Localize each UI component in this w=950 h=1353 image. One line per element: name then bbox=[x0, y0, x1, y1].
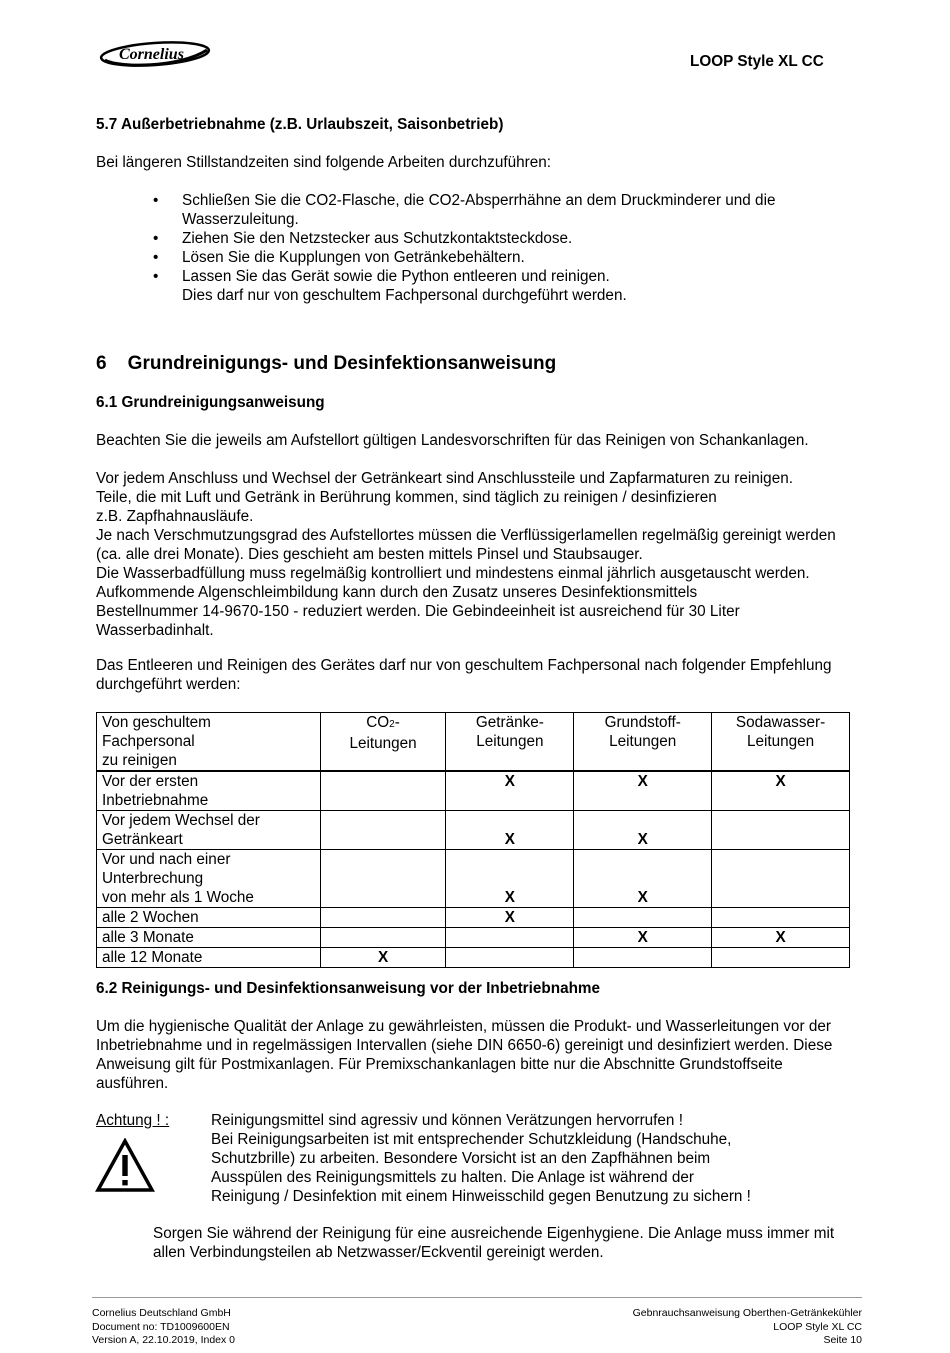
section-5-7-intro: Bei längeren Stillstandzeiten sind folgende Arbeiten durchzuführen: bbox=[96, 154, 551, 171]
table-header-cell: Von geschultem Fachpersonal zu reinigen bbox=[97, 713, 321, 772]
section-6-2-heading: 6.2 Reinigungs- und Desinfektionsanweisung vor der Inbetriebnahme bbox=[96, 980, 601, 997]
document-title: LOOP Style XL CC bbox=[690, 53, 824, 70]
table-row bbox=[97, 948, 850, 968]
table-cell: X bbox=[712, 771, 850, 811]
table-cell bbox=[446, 948, 574, 968]
table-row-label: Vor der ersten Inbetriebnahme bbox=[97, 771, 321, 811]
table-row bbox=[97, 771, 850, 811]
bullet-icon: • bbox=[153, 268, 159, 285]
table-header-row bbox=[97, 713, 850, 772]
section-6-1-heading: 6.1 Grundreinigungsanweisung bbox=[96, 394, 325, 411]
footer-divider bbox=[92, 1297, 862, 1298]
hygiene-note: Sorgen Sie während der Reinigung für eine ausreichende Eigenhygiene. Die Anlage muss immer mit allen Verbindungsteilen ab Netzwasser/Eckventil gereinigt werden. bbox=[153, 1225, 835, 1261]
table-cell bbox=[320, 908, 446, 928]
bullet-icon: • bbox=[153, 192, 159, 209]
table-row-label: alle 12 Monate bbox=[97, 948, 321, 968]
bullet-icon: • bbox=[153, 249, 159, 266]
table-cell: X bbox=[712, 928, 850, 948]
section-6-1-para2: Vor jedem Anschluss und Wechsel der Getränkeart sind Anschlussteile und Zapfarmaturen zu reinigen. Teile, die mit Luft und Getränk in Berührung kommen, sind täglich zu reinigen / desinfizieren z.B. Zapfhahnausläufe. Je nach Verschmutzungsgrad des Aufstellortes müssen die Verflüssigerlamellen regelmäßig gereinigt werden (ca. alle drei Monate). Dies geschieht am besten mittels Pinsel und Staubsauger. Die Wasserbadfüllung muss regelmäßig kontrolliert und mindestens einmal jährlich ausgetauscht werden. Aufkommende Algenschleimbildung kann durch den Zusatz unseres Desinfektionsmittels Bestellnummer 14-9670-150 - reduziert werden. Die Gebindeeinheit ist ausreichend für 30 Liter Wasserbadinhalt. bbox=[96, 470, 836, 639]
table-header-cell: CO2- Leitungen bbox=[320, 713, 446, 772]
table-header-cell: Getränke- Leitungen bbox=[446, 713, 574, 772]
table-cell: X bbox=[446, 908, 574, 928]
footer-left: Cornelius Deutschland GmbH Document no: TD1009600EN Version A, 22.10.2019, Index 0 bbox=[92, 1307, 236, 1346]
list-item: • Lassen Sie das Gerät sowie die Python entleeren und reinigen. Dies darf nur von geschultem Fachpersonal durchgeführt werden. bbox=[153, 268, 627, 304]
table-cell: X bbox=[320, 948, 446, 968]
table-cell bbox=[712, 908, 850, 928]
table-cell bbox=[320, 771, 446, 811]
section-6-heading: 6 Grundreinigungs- und Desinfektionsanweisung bbox=[96, 353, 557, 374]
table-row-label: Vor und nach einer Unterbrechung von mehr als 1 Woche bbox=[97, 850, 321, 908]
warning-text: Reinigungsmittel sind agressiv und können Verätzungen hervorrufen ! Bei Reinigungsarbeiten ist mit entsprechender Schutzkleidung (Handschuhe, Schutzbrille) zu arbeiten. Besondere Vorsicht ist an den Zapfhähnen beim Ausspülen des Reinigungsmittels zu halten. Die Anlage ist während der Reinigung / Desinfektion mit einem Hinweisschild gegen Benutzung zu sichern ! bbox=[211, 1112, 751, 1205]
section-6-1-para3: Das Entleeren und Reinigen des Gerätes darf nur von geschultem Fachpersonal nach folgender Empfehlung durchgeführt werden: bbox=[96, 657, 832, 693]
warning-label: Achtung ! : bbox=[96, 1112, 170, 1129]
table-cell: X bbox=[446, 850, 574, 908]
footer-right: Gebnrauchsanweisung Oberthen-Getränkekühler LOOP Style XL CC Seite 10 bbox=[632, 1307, 862, 1346]
section-5-7-heading: 5.7 Außerbetriebnahme (z.B. Urlaubszeit, Saisonbetrieb) bbox=[96, 116, 504, 133]
section-6-2-para: Um die hygienische Qualität der Anlage zu gewährleisten, müssen die Produkt- und Wasserleitungen vor der Inbetriebnahme und in regelmässigen Intervallen (siehe DIN 6650-6) gereinigt und desinfiziert werden. Diese Anweisung gilt für Postmixanlagen. Für Premixschankanlagen bitte nur die Abschnitte Grundstoffseite ausführen. bbox=[96, 1018, 833, 1092]
table-row-label: alle 2 Wochen bbox=[97, 908, 321, 928]
shutdown-steps-list bbox=[153, 191, 853, 305]
table-cell bbox=[320, 811, 446, 850]
table-row bbox=[97, 811, 850, 850]
table-cell bbox=[712, 850, 850, 908]
bullet-icon: • bbox=[153, 230, 159, 247]
list-item: • Ziehen Sie den Netzstecker aus Schutzkontaktsteckdose. bbox=[153, 230, 573, 247]
table-row bbox=[97, 908, 850, 928]
table-row-label: Vor jedem Wechsel der Getränkeart bbox=[97, 811, 321, 850]
table-cell bbox=[574, 908, 712, 928]
table-cell bbox=[446, 928, 574, 948]
table-cell: X bbox=[446, 771, 574, 811]
table-cell bbox=[320, 928, 446, 948]
table-row-label: alle 3 Monate bbox=[97, 928, 321, 948]
table-header-cell: Grundstoff- Leitungen bbox=[574, 713, 712, 772]
table-cell: X bbox=[574, 811, 712, 850]
table-cell bbox=[712, 948, 850, 968]
table-cell bbox=[574, 948, 712, 968]
cleaning-schedule-table bbox=[96, 712, 850, 968]
section-6-1-para1: Beachten Sie die jeweils am Aufstellort gültigen Landesvorschriften für das Reinigen von Schankanlagen. bbox=[96, 432, 809, 449]
table-cell: X bbox=[574, 850, 712, 908]
table-header-cell: Sodawasser- Leitungen bbox=[712, 713, 850, 772]
table-cell bbox=[712, 811, 850, 850]
list-item: • Schließen Sie die CO2-Flasche, die CO2-Absperrhähne an dem Druckminderer und die Wasserzuleitung. bbox=[153, 192, 776, 228]
table-cell: X bbox=[446, 811, 574, 850]
list-item: • Lösen Sie die Kupplungen von Getränkebehältern. bbox=[153, 249, 525, 266]
warning-triangle-icon bbox=[95, 1138, 155, 1194]
svg-text:Cornelius: Cornelius bbox=[119, 46, 184, 63]
cornelius-logo bbox=[99, 40, 211, 68]
table-cell: X bbox=[574, 771, 712, 811]
table-cell bbox=[320, 850, 446, 908]
table-row bbox=[97, 850, 850, 908]
table-cell: X bbox=[574, 928, 712, 948]
table-row bbox=[97, 928, 850, 948]
